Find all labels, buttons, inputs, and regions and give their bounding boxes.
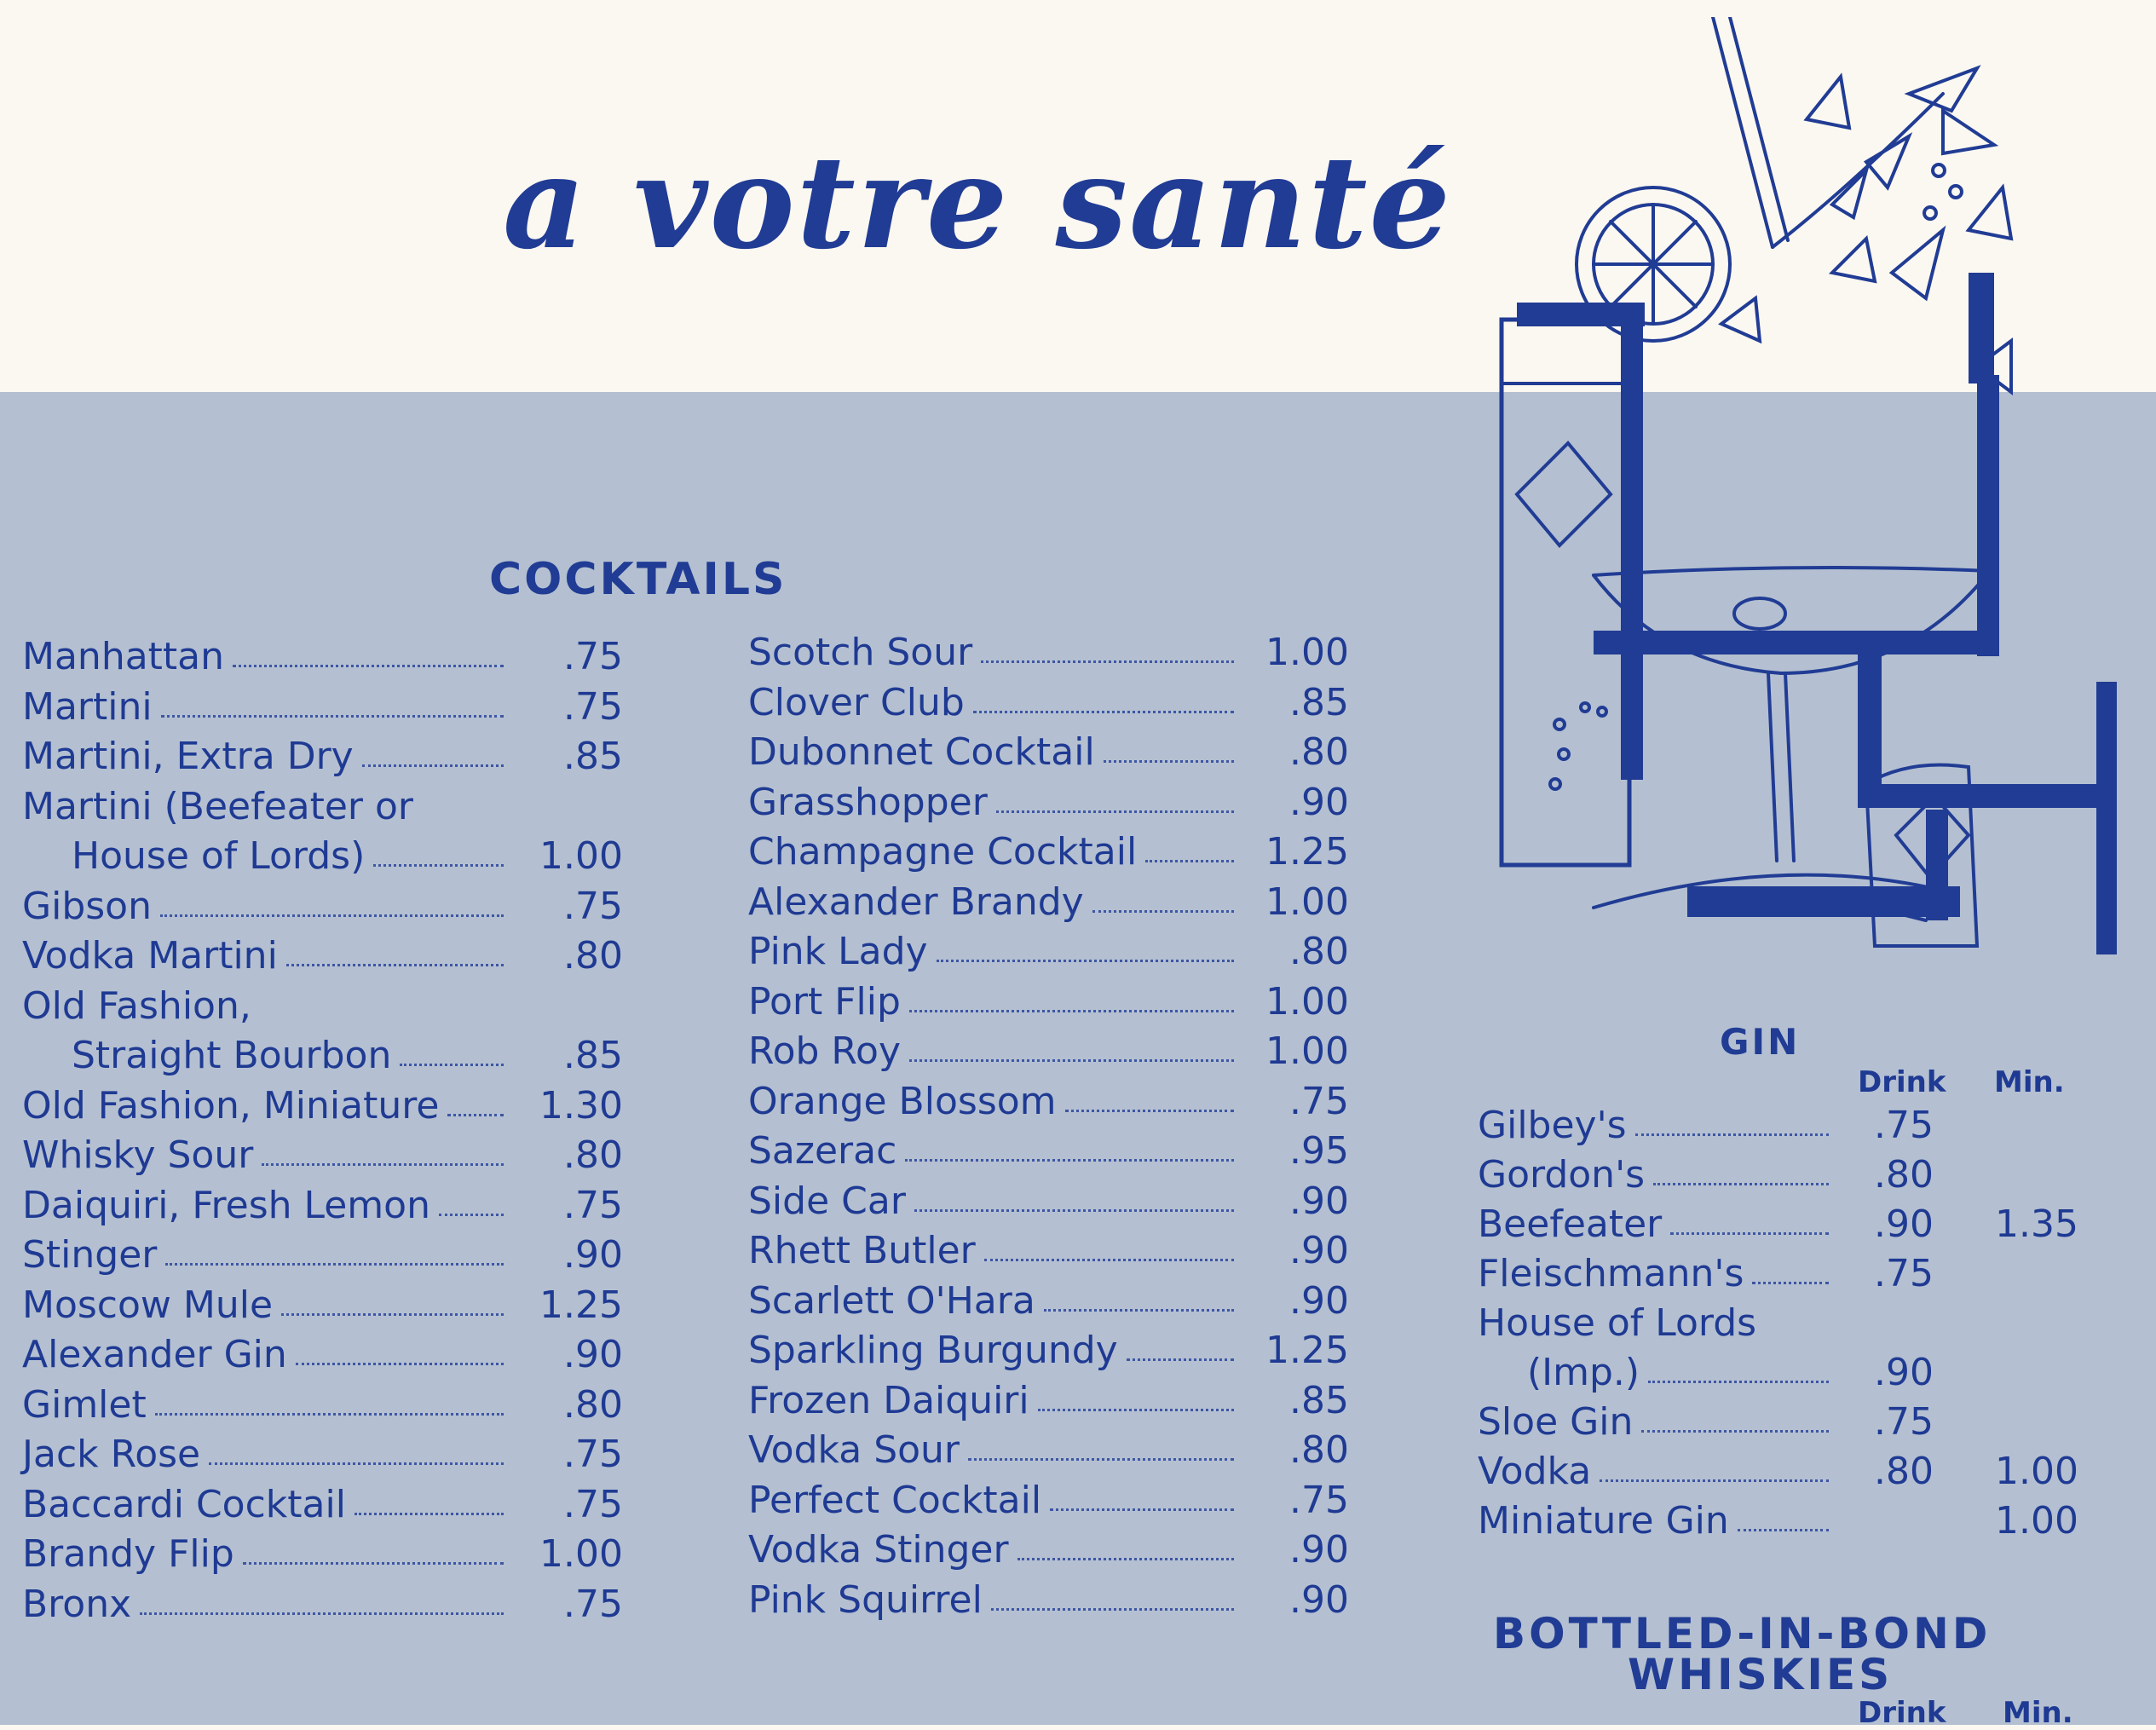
gin-item	[1478, 1200, 2091, 1249]
menu-item	[748, 1077, 1353, 1127]
dot-leader	[968, 1458, 1234, 1461]
menu-item-price: .85	[1289, 1378, 1349, 1422]
gin-item-name: Gilbey's	[1478, 1104, 1627, 1147]
cocktails-right-list	[748, 628, 1353, 1625]
menu-item	[22, 1131, 627, 1181]
menu-item-name: Clover Club	[748, 680, 965, 724]
menu-item-price: .75	[563, 1482, 623, 1526]
dot-leader	[937, 960, 1234, 962]
cocktail-glasses-illustration	[1466, 17, 2156, 980]
menu-item	[748, 1027, 1353, 1077]
menu-item-price: 1.00	[1265, 879, 1349, 924]
menu-item-price: 1.25	[1265, 1329, 1349, 1372]
menu-item-name: Scarlett O'Hara	[748, 1278, 1035, 1323]
gin-item-drink-price: .90	[1874, 1351, 1934, 1394]
menu-item-name: Grasshopper	[748, 780, 988, 824]
dot-leader	[984, 1259, 1234, 1261]
menu-item-price: .75	[563, 1433, 623, 1476]
dot-leader	[909, 1059, 1234, 1062]
menu-item-price: .95	[1289, 1129, 1349, 1173]
dot-leader	[286, 964, 504, 966]
menu-item-name: Manhattan	[22, 635, 225, 678]
menu-item	[748, 1376, 1353, 1427]
dot-leader	[1017, 1558, 1234, 1560]
menu-item	[22, 632, 627, 683]
menu-item-name: Vodka Stinger	[748, 1528, 1009, 1571]
menu-item-price: .80	[1289, 1428, 1349, 1472]
menu-item-name: Alexander Gin	[22, 1333, 287, 1376]
dot-leader	[355, 1513, 504, 1515]
menu-item-name: Bronx	[22, 1582, 132, 1626]
dot-leader	[1641, 1430, 1829, 1433]
menu-item-price: .90	[1289, 1179, 1349, 1223]
menu-item-price: .80	[563, 934, 623, 977]
gin-item	[1478, 1496, 2091, 1546]
menu-item-name: Pink Squirrel	[748, 1577, 983, 1622]
menu-item	[22, 1530, 627, 1580]
dot-leader	[1050, 1508, 1234, 1511]
menu-item	[22, 1430, 627, 1480]
menu-item-price: .90	[563, 1233, 623, 1277]
gin-list	[1478, 1101, 2091, 1546]
menu-item	[748, 678, 1353, 729]
menu-item-name: Straight Bourbon	[72, 1034, 392, 1077]
gin-item-drink-price: .75	[1874, 1252, 1934, 1295]
menu-item-name: Perfect Cocktail	[748, 1478, 1042, 1522]
gin-item	[1478, 1299, 2091, 1348]
menu-item	[748, 878, 1353, 928]
dot-leader	[1752, 1282, 1829, 1284]
bonded-heading-line2: WHISKIES	[1628, 1650, 1894, 1699]
menu-item	[22, 732, 627, 782]
menu-item	[748, 728, 1353, 778]
dot-leader	[161, 715, 504, 718]
gin-item-drink-price: .90	[1874, 1202, 1934, 1246]
gin-item-name: Fleischmann's	[1478, 1252, 1744, 1295]
menu-item	[748, 1476, 1353, 1526]
menu-item	[748, 1576, 1353, 1626]
gin-item	[1478, 1348, 2091, 1398]
gin-heading: GIN	[1720, 1021, 1801, 1063]
dot-leader	[447, 1114, 504, 1116]
gin-item-drink-price: .75	[1874, 1104, 1934, 1147]
dot-leader	[1127, 1358, 1234, 1361]
menu-item-price: .90	[1289, 780, 1349, 824]
menu-item	[22, 1281, 627, 1331]
dot-leader	[281, 1313, 504, 1316]
menu-item-name: Frozen Daiquiri	[748, 1378, 1029, 1422]
gin-item	[1478, 1249, 2091, 1299]
dot-leader	[914, 1209, 1234, 1212]
dot-leader	[296, 1363, 504, 1365]
dot-leader	[1038, 1409, 1234, 1411]
menu-item-name: Martini, Extra Dry	[22, 735, 354, 778]
menu-item-price: .90	[563, 1333, 623, 1376]
menu-item	[22, 982, 627, 1032]
menu-item-price: .80	[1289, 730, 1349, 774]
menu-item-name: House of Lords)	[72, 834, 366, 878]
menu-item-name: Vodka Sour	[748, 1428, 960, 1472]
cocktails-left-list	[22, 632, 627, 1629]
gin-item-name: Beefeater	[1478, 1202, 1663, 1246]
menu-item	[22, 1181, 627, 1231]
menu-item-price: 1.00	[1265, 979, 1349, 1024]
gin-item-min-price: 1.00	[1995, 1450, 2078, 1493]
dot-leader	[362, 764, 504, 767]
menu-item	[748, 1326, 1353, 1376]
menu-item-price: .75	[563, 1183, 623, 1227]
dot-leader	[973, 711, 1234, 713]
menu-item-name: Old Fashion, Miniature	[22, 1083, 440, 1127]
dot-leader	[1648, 1381, 1829, 1383]
gin-item-name: House of Lords	[1478, 1301, 1757, 1345]
menu-item-price: .80	[1289, 930, 1349, 973]
menu-item-name: Old Fashion,	[22, 983, 251, 1028]
menu-item-price: .75	[1289, 1478, 1349, 1522]
menu-item	[22, 1330, 627, 1381]
menu-item-name: Moscow Mule	[22, 1283, 274, 1327]
menu-item-price: 1.25	[1265, 830, 1349, 874]
menu-item	[748, 628, 1353, 678]
menu-item-price: .90	[1289, 1278, 1349, 1323]
dot-leader	[1044, 1309, 1234, 1312]
menu-item-name: Champagne Cocktail	[748, 830, 1138, 874]
menu-item-price: 1.00	[539, 1532, 623, 1576]
menu-item-price: .85	[563, 735, 623, 778]
menu-item-price: 1.30	[539, 1083, 623, 1127]
dot-leader	[991, 1608, 1234, 1611]
bonded-drink-column-header: Drink	[1858, 1696, 1946, 1730]
menu-item-price: 1.00	[539, 834, 623, 878]
menu-item-name: Baccardi Cocktail	[22, 1482, 346, 1526]
menu-item	[22, 931, 627, 982]
menu-item-price: 1.00	[1265, 631, 1349, 674]
menu-item-name: Jack Rose	[22, 1433, 201, 1476]
dot-leader	[1065, 1110, 1234, 1112]
dot-leader	[1635, 1133, 1829, 1136]
menu-item-name: Pink Lady	[748, 930, 928, 973]
gin-drink-column-header: Drink	[1858, 1065, 1946, 1099]
menu-item	[748, 1226, 1353, 1277]
dot-leader	[209, 1462, 504, 1465]
menu-item-name: Vodka Martini	[22, 934, 278, 977]
menu-item-name: Brandy Flip	[22, 1532, 234, 1576]
gin-item-name: Gordon's	[1478, 1153, 1646, 1197]
menu-item-name: Port Flip	[748, 979, 901, 1024]
menu-item-name: Rhett Butler	[748, 1229, 976, 1272]
menu-item	[22, 832, 627, 882]
bonded-min-column-header: Min.	[2003, 1696, 2073, 1730]
dot-leader	[1670, 1232, 1829, 1235]
gin-min-column-header: Min.	[1994, 1065, 2065, 1099]
menu-item-name: Dubonnet Cocktail	[748, 730, 1095, 774]
dot-leader	[373, 864, 504, 867]
menu-item-name: Gibson	[22, 884, 152, 928]
menu-item-name: Whisky Sour	[22, 1133, 254, 1177]
dot-leader	[155, 1413, 504, 1416]
menu-item-price: 1.25	[539, 1283, 623, 1327]
menu-item-name: Gimlet	[22, 1382, 147, 1427]
menu-item	[22, 1381, 627, 1431]
gin-item-drink-price: .75	[1874, 1400, 1934, 1444]
menu-item-name: Stinger	[22, 1233, 158, 1277]
menu-item	[22, 683, 627, 733]
menu-item-price: .90	[1289, 1229, 1349, 1272]
gin-item-drink-price: .80	[1874, 1450, 1934, 1493]
dot-leader	[160, 914, 504, 917]
menu-item-name: Martini	[22, 684, 153, 729]
menu-item-price: .75	[563, 884, 623, 928]
menu-item	[22, 1231, 627, 1281]
menu-item	[748, 1177, 1353, 1227]
dot-leader	[996, 810, 1234, 813]
menu-item-name: Alexander Brandy	[748, 879, 1084, 924]
menu-item-price: .75	[563, 1582, 623, 1626]
dot-leader	[1145, 860, 1234, 862]
dot-leader	[243, 1562, 504, 1565]
dot-leader	[1653, 1183, 1829, 1185]
menu-item	[748, 1277, 1353, 1327]
dot-leader	[439, 1214, 504, 1216]
gin-item-min-price: 1.35	[1995, 1202, 2078, 1246]
dot-leader	[400, 1064, 504, 1066]
menu-item-name: Side Car	[748, 1179, 906, 1223]
dot-leader	[909, 1010, 1234, 1012]
menu-item-price: 1.00	[1265, 1029, 1349, 1073]
menu-item	[748, 1127, 1353, 1177]
dot-leader	[262, 1163, 504, 1166]
menu-item	[748, 828, 1353, 878]
menu-item-name: Sazerac	[748, 1129, 897, 1173]
menu-item	[22, 1031, 627, 1081]
menu-item-price: .85	[563, 1034, 623, 1077]
menu-item	[22, 882, 627, 932]
gin-item	[1478, 1150, 2091, 1200]
menu-item-price: .75	[1289, 1079, 1349, 1123]
cocktails-heading: COCKTAILS	[489, 554, 787, 605]
gin-item	[1478, 1447, 2091, 1496]
menu-item-name: Martini (Beefeater or	[22, 784, 414, 828]
gin-item	[1478, 1398, 2091, 1447]
menu-item	[748, 977, 1353, 1028]
dot-leader	[981, 660, 1234, 663]
menu-item-name: Rob Roy	[748, 1029, 901, 1073]
gin-item-name: (Imp.)	[1527, 1351, 1640, 1394]
menu-item	[22, 1580, 627, 1630]
menu-item-price: .80	[563, 1133, 623, 1177]
menu-item-price: .75	[563, 684, 623, 729]
menu-item-name: Orange Blossom	[748, 1079, 1057, 1123]
bonded-heading-line1: BOTTLED-IN-BOND	[1493, 1609, 1992, 1658]
gin-item	[1478, 1101, 2091, 1150]
menu-item-name: Daiquiri, Fresh Lemon	[22, 1183, 430, 1227]
gin-item-drink-price: .80	[1874, 1153, 1934, 1197]
gin-item-min-price: 1.00	[1995, 1499, 2078, 1543]
menu-item-price: .90	[1289, 1528, 1349, 1571]
gin-item-name: Sloe Gin	[1478, 1400, 1634, 1444]
page-title: a votre santé	[503, 128, 1453, 278]
menu-item-price: .75	[563, 635, 623, 678]
dot-leader	[1738, 1529, 1829, 1531]
menu-item-price: .90	[1289, 1577, 1349, 1622]
dot-leader	[233, 665, 504, 667]
dot-leader	[165, 1263, 504, 1266]
dot-leader	[1104, 760, 1234, 763]
gin-item-name: Vodka	[1478, 1450, 1592, 1493]
menu-item	[748, 1525, 1353, 1576]
gin-item-name: Miniature Gin	[1478, 1499, 1729, 1543]
menu-item-name: Scotch Sour	[748, 631, 973, 674]
menu-item	[22, 1081, 627, 1132]
menu-item	[22, 1480, 627, 1531]
menu-item-price: .80	[563, 1382, 623, 1427]
dot-leader	[140, 1612, 504, 1615]
menu-item	[748, 927, 1353, 977]
menu-item	[748, 778, 1353, 828]
menu-item-price: .85	[1289, 680, 1349, 724]
dot-leader	[905, 1159, 1234, 1162]
menu-item-name: Sparkling Burgundy	[748, 1329, 1118, 1372]
menu-item	[748, 1426, 1353, 1476]
menu-item	[22, 782, 627, 833]
dot-leader	[1092, 910, 1234, 913]
dot-leader	[1600, 1479, 1829, 1482]
